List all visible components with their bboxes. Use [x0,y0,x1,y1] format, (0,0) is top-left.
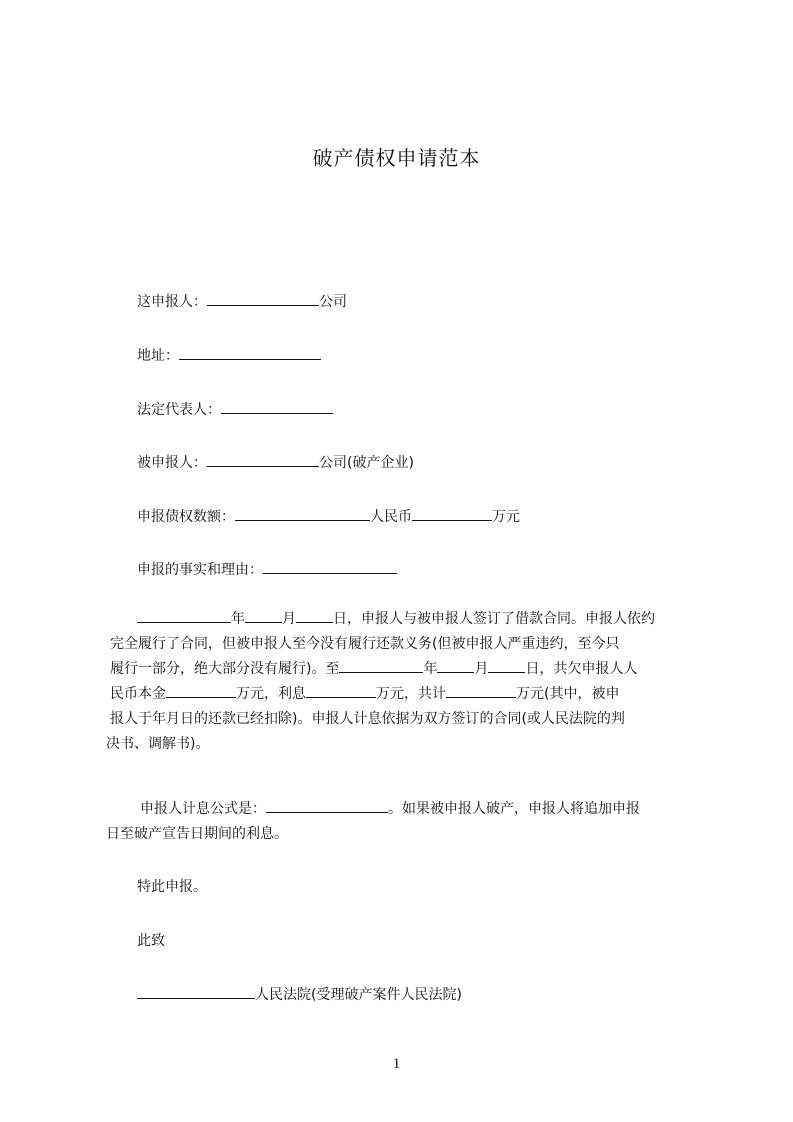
document-title: 破产债权申请范本 [312,146,481,170]
address-label: 地址： [137,348,179,364]
claim-rmb-blank[interactable] [412,506,492,521]
principal-blank[interactable] [166,683,236,698]
until-month-blank[interactable] [437,658,474,673]
claim-amount-unit: 万元 [492,509,520,525]
formula-blank[interactable] [266,798,388,813]
respondent-label: 被申报人： [137,455,207,471]
date-month-blank[interactable] [245,608,282,623]
applicant-label: 这申报人： [137,294,207,310]
para1-line2: 完全履行了合同，但被申报人至今没有履行还款义务(但被申报人严重违约，至今只 [110,636,620,652]
page-number: 1 [392,1056,401,1072]
applicant-suffix: 公司 [319,294,347,310]
salutation-text: 此致 [137,933,165,949]
court-line [137,983,462,1008]
para1-line3 [110,657,637,682]
para2-line1 [140,797,640,822]
para1-line6: 决书、调解书)。 [106,736,210,752]
until-year-blank[interactable] [339,658,423,673]
until-month-text: 月 [474,661,489,677]
claim-amount-mid: 人民币 [370,509,412,525]
facts-label: 申报的事实和理由： [137,562,263,578]
para1-line1 [137,607,655,632]
legal-rep-blank[interactable] [221,399,333,414]
para1-line3-text-b: 日，共欠申报人人 [525,661,638,677]
until-year-text: 年 [423,661,438,677]
para2-line1-text-b: 。如果被申报人破产，申报人将追加申报 [388,801,640,817]
date-year-blank[interactable] [137,608,231,623]
para1-line1-text: 日，申报人与被申报人签订了借款合同。申报人依约 [333,611,655,627]
respondent-line [137,452,414,473]
interest-label: 万元，利息 [236,686,306,702]
until-day-blank[interactable] [488,658,525,673]
facts-blank[interactable] [263,559,397,574]
respondent-suffix: 公司(破产企业) [319,455,414,471]
para1-line5: 报人于年月日的还款已经扣除)。申报人计息依据为双方签订的合同(或人民法院的判 [110,711,625,727]
claim-amount-blank[interactable] [235,506,370,521]
total-label: 万元，共计 [376,686,446,702]
para1-line4 [110,682,619,707]
para1-line3-text-a: 履行一部分，绝大部分没有履行)。至 [110,661,340,677]
interest-blank[interactable] [306,683,376,698]
court-blank[interactable] [137,984,255,999]
legal-rep-label: 法定代表人： [137,402,221,418]
address-line [137,345,321,366]
formula-label: 申报人计息公式是： [140,801,266,817]
applicant-blank[interactable] [207,291,319,306]
date-day-blank[interactable] [296,608,333,623]
year-text: 年 [231,611,245,627]
total-blank[interactable] [446,683,516,698]
court-suffix: 人民法院(受理破产案件人民法院) [255,987,462,1003]
para2-line2: 日至破产宣告日期间的利息。 [106,826,288,842]
month-text: 月 [282,611,296,627]
facts-line [137,559,397,580]
closing-text: 特此申报。 [137,879,207,895]
respondent-blank[interactable] [207,452,319,467]
legal-rep-line [137,399,333,420]
claim-amount-label: 申报债权数额： [137,509,235,525]
principal-label: 民币本金 [110,686,166,702]
para1-line4-text-d: 万元(其中，被申 [516,686,620,702]
claim-amount-line [137,506,520,527]
applicant-line [137,291,347,312]
address-blank[interactable] [179,345,321,360]
